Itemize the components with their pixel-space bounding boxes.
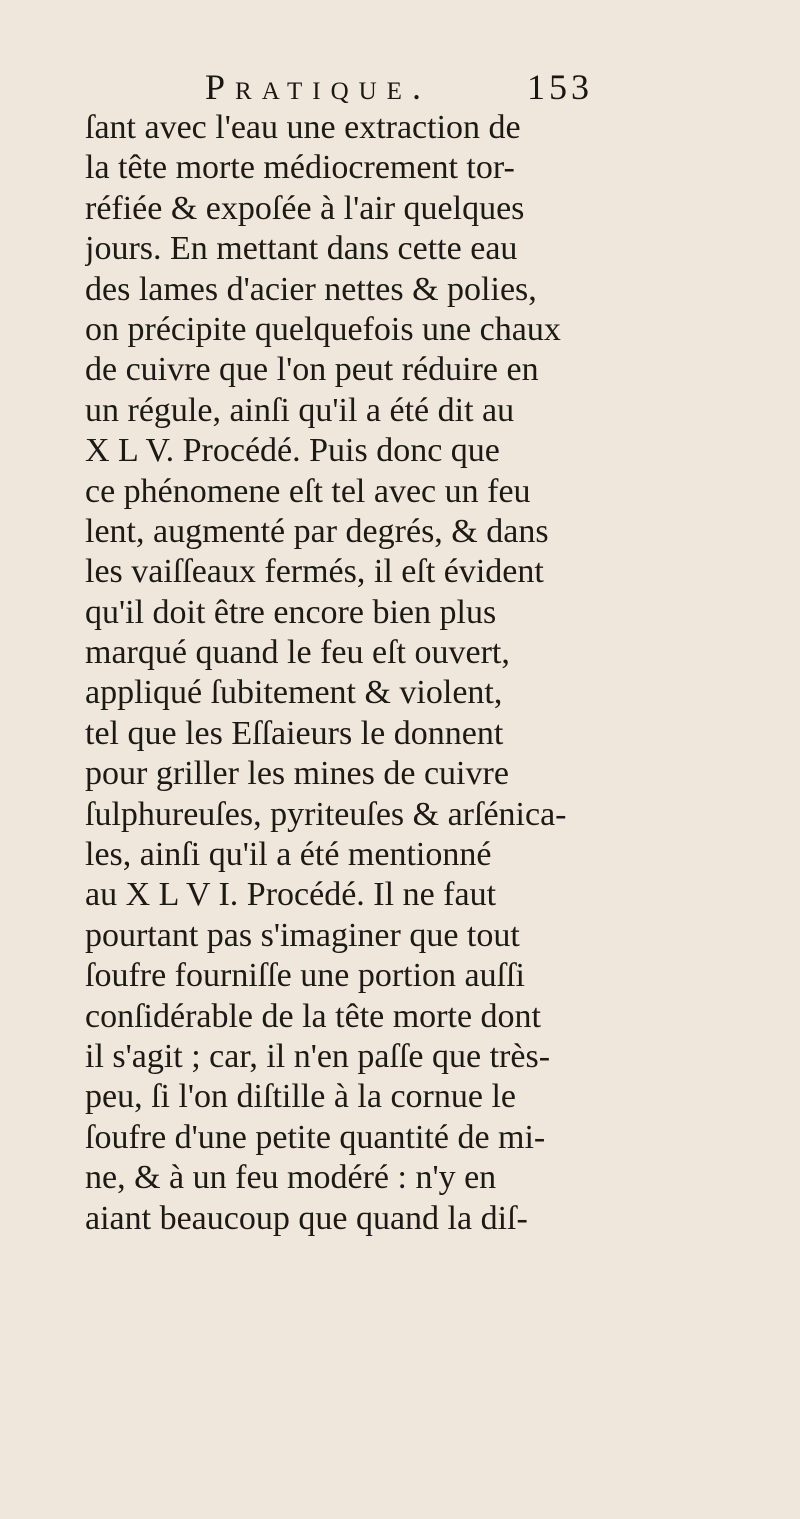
text-line: ſoufre fourniſſe une portion auſſi [85, 957, 525, 995]
text-line: ne, & à un feu modéré : n'y en [85, 1159, 497, 1197]
text-line: ce phénomene eſt tel avec un feu [85, 472, 531, 510]
text-line: les vaiſſeaux fermés, il eſt évident [85, 553, 544, 591]
body-text [85, 108, 730, 1239]
text-line: au X L V I. Procédé. Il ne faut [85, 876, 497, 914]
text-line: de cuivre que l'on peut réduire en [85, 351, 539, 389]
text-line: un régule, ainſi qu'il a été dit au [85, 391, 515, 429]
text-line: marqué quand le feu eſt ouvert, [85, 634, 510, 672]
text-line: pourtant pas s'imaginer que tout [85, 916, 520, 954]
text-line: qu'il doit être encore bien plus [85, 593, 497, 631]
text-line: conſidérable de la tête morte dont [85, 997, 541, 1035]
text-line: on précipite quelquefois une chaux [85, 310, 561, 348]
text-line: lent, augmenté par degrés, & dans [85, 512, 549, 550]
text-line: aiant beaucoup que quand la diſ- [85, 1199, 528, 1237]
text-line: peu, ſi l'on diſtille à la cornue le [85, 1078, 516, 1116]
text-line: réfiée & expoſée à l'air quelques [85, 189, 525, 227]
text-line: la tête morte médiocrement tor- [85, 149, 515, 187]
text-line: ſant avec l'eau une extraction de [85, 109, 521, 146]
text-line: appliqué ſubitement & violent, [85, 674, 503, 712]
text-line: ſulphureuſes, pyriteuſes & arſénica- [85, 795, 567, 833]
text-line: il s'agit ; car, il n'en paſſe que très- [85, 1037, 551, 1075]
text-line: pour griller les mines de cuivre [85, 755, 509, 793]
page-number: 153 [527, 67, 593, 107]
text-line: les, ainſi qu'il a été mentionné [85, 836, 492, 874]
text-line: tel que les Eſſaieurs le donnent [85, 714, 504, 752]
text-line: jours. En mettant dans cette eau [85, 230, 518, 268]
text-line: ſoufre d'une petite quantité de mi- [85, 1118, 546, 1156]
text-line: X L V. Procédé. Puis donc que [85, 432, 500, 470]
running-head-title: Pratique. [205, 67, 431, 107]
text-line: des lames d'acier nettes & polies, [85, 270, 537, 308]
